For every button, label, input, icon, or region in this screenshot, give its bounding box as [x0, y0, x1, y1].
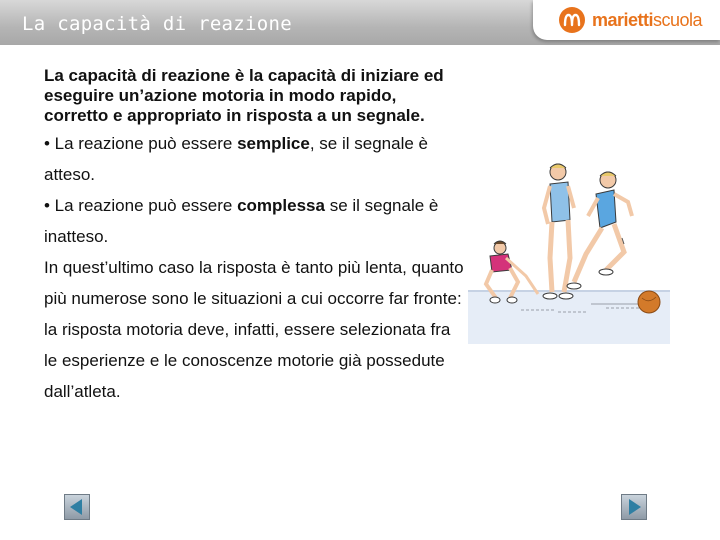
logo-brand-light: scuola [653, 9, 703, 30]
bullet-simple-keyword: semplice [237, 134, 310, 153]
bullet-simple-suffix: , se il segnale è atteso. [44, 134, 428, 184]
bullet-complex-reaction [44, 190, 464, 252]
marietti-logo-icon [558, 6, 586, 34]
athletes-illustration [466, 158, 670, 344]
marietti-scuola-logo [533, 0, 720, 40]
page-title: La capacità di reazione [22, 13, 292, 35]
bullet-simple-reaction [44, 128, 464, 190]
bullet-complex-keyword: complessa [237, 196, 325, 215]
bullet-complex-prefix: • La reazione può essere [44, 196, 238, 215]
logo-brand-bold: marietti [592, 9, 654, 30]
triangle-left-icon [65, 495, 89, 519]
definition-paragraph: La capacità di reazione è la capacità di iniziare ed eseguire un’azione motoria in modo rapido, corretto e appropriato in risposta a un segnale. [44, 66, 444, 125]
closing-paragraph: In quest’ultimo caso la risposta è tanto più lenta, quanto più numerose sono le situazioni a cui occorre far fronte: la risposta motoria deve, infatti, essere selezionata fra le esperienze e le conoscenze motorie già possedute dall’atleta. [44, 258, 464, 401]
bullet-complex-suffix: se il segnale è inatteso. [44, 196, 439, 246]
next-slide-button[interactable] [621, 494, 647, 520]
bullet-simple-prefix: • La reazione può essere [44, 134, 238, 153]
content-area [44, 66, 464, 407]
triangle-right-icon [622, 495, 646, 519]
previous-slide-button[interactable] [64, 494, 90, 520]
logo-text [592, 10, 702, 31]
